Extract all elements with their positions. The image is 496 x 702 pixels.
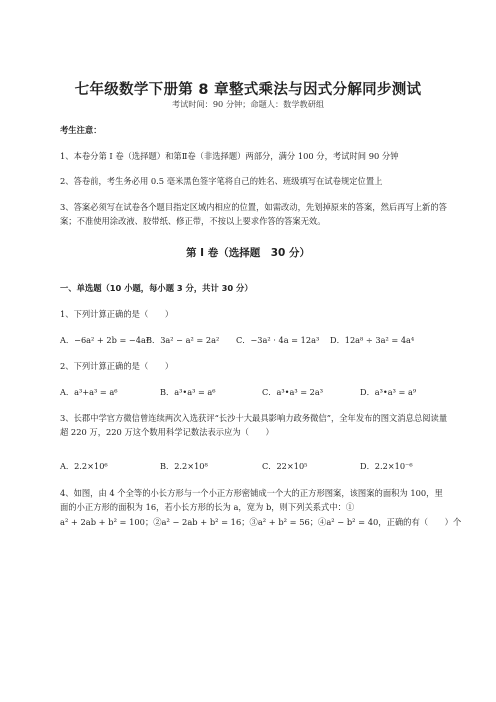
- question-3-option-b[interactable]: B．2.2×10⁸: [160, 461, 208, 471]
- question-2-option-a[interactable]: A．a³+a³ = a⁶: [60, 387, 118, 397]
- notice-heading: 考生注意：: [60, 125, 102, 135]
- question-1-option-b[interactable]: B．3a² − a² = 2a²: [146, 335, 220, 345]
- question-3-option-c[interactable]: C．22×10⁵: [262, 461, 308, 471]
- question-3-option-a[interactable]: A．2.2×10⁶: [60, 461, 108, 471]
- question-4-stem: 4、如图，由 4 个全等的小长方形与一个小正方形密铺成一个大的正方形图案，该图案的面积为 100，里面的小正方形的面积为 16，若小长方形的长为 a，宽为 b，则下列关系式中：①: [60, 488, 443, 512]
- question-3-stem: 3、长郡中学官方微信曾连续两次入选获评“长沙十大最具影响力政务微信”，全年发布的图文消息总阅读量超 220 万，220 万这个数用科学记数法表示应为（ ）: [60, 413, 448, 437]
- question-2-option-c[interactable]: C．a³•a³ = 2a³: [262, 387, 324, 397]
- notice-item-1: 1、本卷分第 I 卷（选择题）和第Ⅱ卷（非选择题）两部分，满分 100 分，考试时间 90 分钟: [60, 151, 399, 161]
- question-2-option-d[interactable]: D．a³•a³ = a⁹: [360, 387, 417, 397]
- page-title: 七年级数学下册第 8 章整式乘法与因式分解同步测试: [74, 82, 422, 98]
- question-2-stem: 2、下列计算正确的是（ ）: [60, 361, 174, 371]
- question-1-stem: 1、下列计算正确的是（ ）: [60, 309, 174, 319]
- question-1-option-d[interactable]: D．12a⁸ ÷ 3a² = 4a⁴: [330, 335, 415, 345]
- question-1-option-c[interactable]: C．−3a² · 4a = 12a³: [236, 335, 320, 345]
- notice-item-2: 2、答卷前，考生务必用 0.5 毫米黑色签字笔将自己的姓名、班级填写在试卷规定位置上: [60, 176, 383, 186]
- question-3-option-d[interactable]: D．2.2×10⁻⁶: [360, 461, 413, 471]
- notice-item-3: 3、答案必须写在试卷各个题目指定区域内相应的位置，如需改动，先划掉原来的答案，然后再写上新的答案；不准使用涂改液、胶带纸、修正带，不按以上要求作答的答案无效。: [60, 202, 447, 226]
- part-heading: 一、单选题（10 小题，每小题 3 分，共计 30 分）: [60, 283, 253, 293]
- question-2-option-b[interactable]: B．a³•a³ = a⁶: [160, 387, 216, 397]
- question-4-relations: a² + 2ab + b² = 100；②a² − 2ab + b² = 16；③a² + b² = 56；④a² − b² = 40，正确的有（ ）个: [60, 517, 462, 527]
- exam-info: 考试时间：90 分钟；命题人：数学教研组: [171, 99, 325, 109]
- section-title: 第 I 卷（选择题 30 分）: [186, 247, 310, 259]
- question-1-option-a[interactable]: A．−6a² + 2b = −4a²: [60, 335, 150, 345]
